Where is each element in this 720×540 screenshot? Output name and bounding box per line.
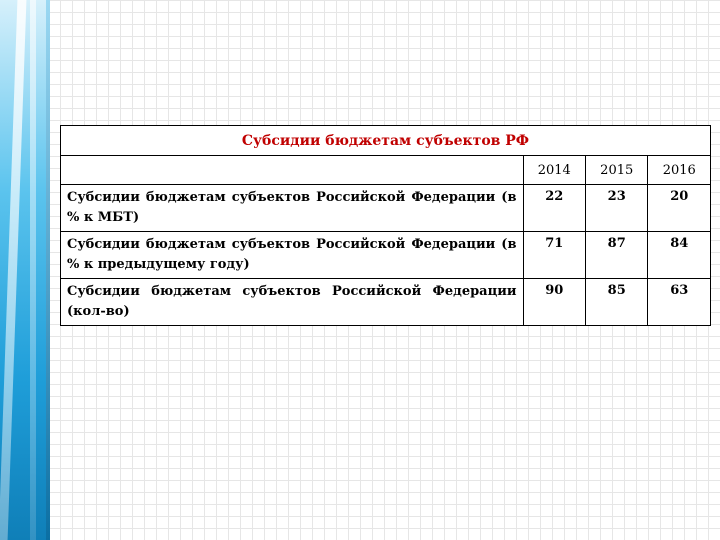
subsidies-table (60, 125, 711, 326)
year-header-2016: 2016 (648, 156, 711, 185)
table-title: Субсидии бюджетам субъектов РФ (61, 126, 711, 156)
cell-value: 71 (523, 232, 585, 279)
table-header-row (61, 156, 711, 185)
row-label: Субсидии бюджетам субъектов Российской Федерации (в % к предыдущему году) (61, 232, 524, 279)
table-row (61, 232, 711, 279)
table-title-row (61, 126, 711, 156)
row-label: Субсидии бюджетам субъектов Российской Федерации (кол-во) (61, 279, 524, 326)
cell-value: 63 (648, 279, 711, 326)
side-band-highlight (30, 0, 36, 540)
table-row (61, 185, 711, 232)
cell-value: 85 (585, 279, 647, 326)
table-row (61, 279, 711, 326)
side-band-highlight (0, 0, 26, 540)
subsidies-table-container (60, 125, 711, 326)
cell-value: 20 (648, 185, 711, 232)
cell-value: 84 (648, 232, 711, 279)
cell-value: 90 (523, 279, 585, 326)
year-header-2014: 2014 (523, 156, 585, 185)
decorative-side-band (0, 0, 50, 540)
row-label: Субсидии бюджетам субъектов Российской Федерации (в % к МБТ) (61, 185, 524, 232)
cell-value: 23 (585, 185, 647, 232)
year-header-2015: 2015 (585, 156, 647, 185)
side-band-edge (46, 0, 50, 540)
cell-value: 22 (523, 185, 585, 232)
cell-value: 87 (585, 232, 647, 279)
header-blank-cell (61, 156, 524, 185)
